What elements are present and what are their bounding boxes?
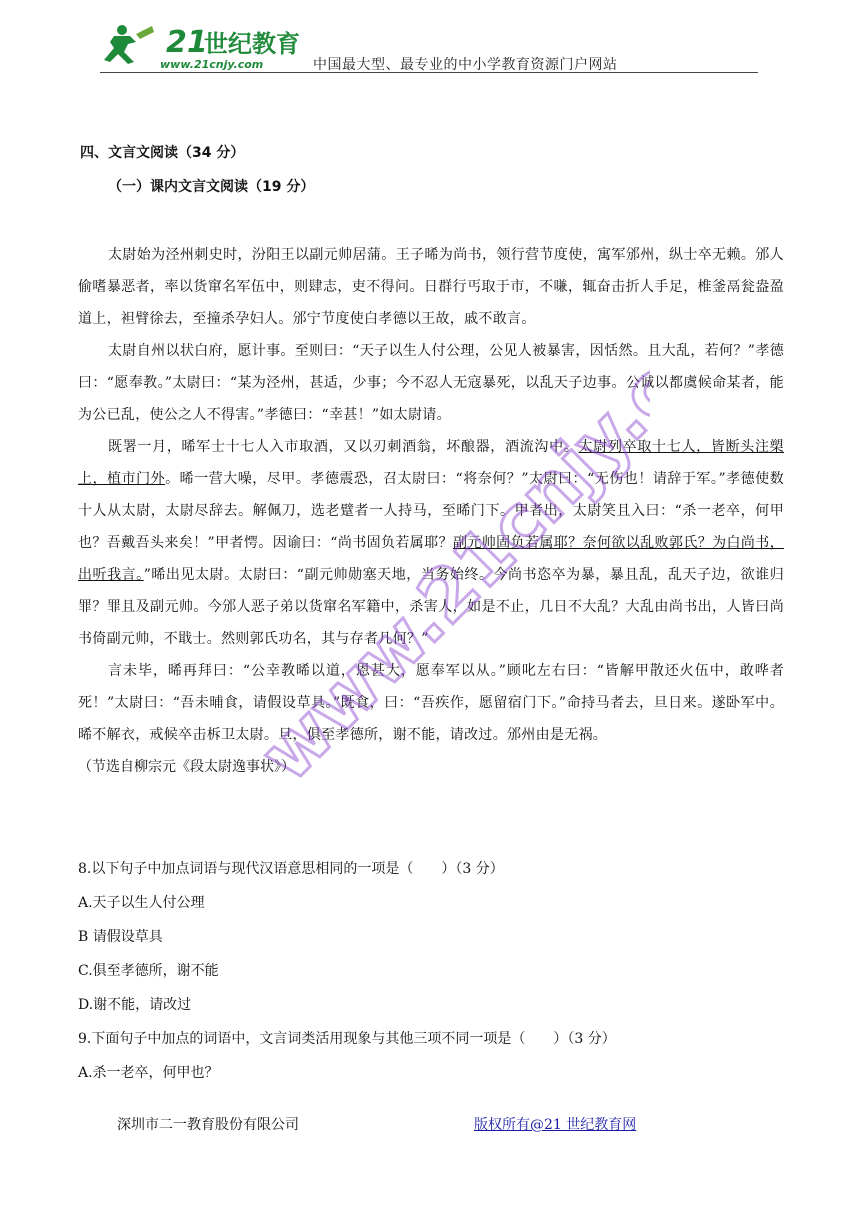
question-list — [78, 852, 784, 1090]
page-header — [100, 22, 760, 78]
site-slogan: 中国最大型、最专业的中小学教育资源门户网站 — [313, 57, 618, 73]
subsection-title: （一）课内文言文阅读（19 分） — [108, 179, 315, 195]
header-divider — [100, 72, 758, 73]
logo-icon — [100, 22, 305, 72]
option-b: B 请假设草具 — [78, 929, 163, 945]
svg-text:21: 21 — [166, 25, 208, 60]
footer-copyright-link[interactable]: 版权所有@21 世纪教育网 — [474, 1117, 637, 1133]
option-c: C.俱至孝德所，谢不能 — [78, 963, 219, 979]
underlined-sentence: 副元帅固负若属耶？奈何欲以乱败郭氏？为白尚书，出听我言。 — [78, 535, 784, 583]
article-paragraph: 太尉自州以状白府，愿计事。至则曰：“天子以生人付公理，公见人被暴害，因恬然。且大乱，若何？”孝德曰：“愿奉教。”太尉曰：“某为泾州，甚适，少事；今不忍人无寇暴死，以乱天子边事。公诚以都虞候命某者，能为公已乱，使公之人不得害。”孝德曰：“幸甚！”如太尉请。 — [78, 343, 784, 423]
svg-text:www.21cnjy.com: www.21cnjy.com — [160, 58, 264, 71]
article-paragraph: 言未毕，晞再拜曰：“公幸教晞以道，恩甚大，愿奉军以从。”顾叱左右曰：“皆解甲散还火伍中，敢哗者死！”太尉曰：“吾未晡食，请假设草具。”既食，曰：“吾疾作，愿留宿门下。”命持马者去，旦日来。遂卧军中。晞不解衣，戒候卒击柝卫太尉。旦，俱至孝德所，谢不能，请改过。邠州由是无祸。 — [78, 663, 784, 743]
option-d: D.谢不能，请改过 — [78, 997, 192, 1013]
article-paragraph: 既署一月，晞军士十七人入市取酒，又以刃刺酒翁，坏酿器，酒流沟中。太尉列卒取十七人，皆断头注槊上，植市门外。晞一营大噪，尽甲。孝德震恐，召太尉曰：“将奈何？”太尉曰：“无伤也！请辞于军。”孝德使数十人从太尉，太尉尽辞去。解佩刀，选老躄者一人持马，至晞门下。甲者出，太尉笑且入曰：“杀一老卒，何甲也？吾戴吾头来矣！”甲者愕。因谕曰：“尚书固负若属耶？副元帅固负若属耶？奈何欲以乱败郭氏？为白尚书，出听我言。”晞出见太尉。太尉曰：“副元帅勋塞天地，当务始终。今尚书恣卒为暴，暴且乱，乱天子边，欲谁归罪？罪且及副元帅。今邠人恶子弟以货窜名军籍中，杀害人，如是不止，几日不大乱？大乱由尚书出，人皆曰尚书倚副元帅，不戢士。然则郭氏功名，其与存者几何？” — [78, 439, 785, 647]
footer-company: 深圳市二一教育股份有限公司 — [117, 1117, 299, 1133]
section-title: 四、文言文阅读（34 分） — [80, 145, 245, 161]
question-9: 9.下面句子中加点的词语中，文言词类活用现象与其他三项不同一项是（ ）（3 分） — [78, 1031, 616, 1047]
question-8: 8.以下句子中加点词语与现代汉语意思相同的一项是（ ）（3 分） — [78, 861, 504, 877]
svg-text:世纪教育: 世纪教育 — [204, 30, 300, 58]
svg-text:www.21cnjy.com: www.21cnjy.com — [244, 370, 650, 790]
article-source: （节选自柳宗元《段太尉逸事状》） — [78, 759, 295, 775]
option-a: A.杀一老卒，何甲也？ — [78, 1065, 219, 1081]
watermark — [230, 370, 650, 790]
option-a: A.天子以生人付公理 — [78, 895, 205, 911]
underlined-sentence: 太尉列卒取十七人，皆断头注槊上，植市门外 — [78, 439, 784, 487]
article-paragraph: 太尉始为泾州刺史时，汾阳王以副元帅居蒲。王子晞为尚书，领行营节度使，寓军邠州，纵士卒无赖。邠人偷嗜暴恶者，率以货窜名军伍中，则肆志，吏不得问。日群行丐取于市，不嗛，辄奋击折人手足，椎釜鬲瓮盎盈道上，袒臂徐去，至撞杀孕妇人。邠宁节度使白孝德以王故，戚不敢言。 — [78, 247, 784, 327]
